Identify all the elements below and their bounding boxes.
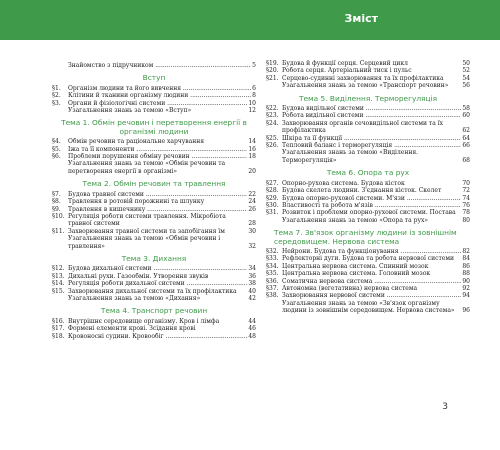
entry-title: Захворювання дихальної системи та їх профілактика: [68, 287, 237, 295]
paragraph-number: §35.: [266, 270, 279, 278]
section-heading: Тема 4. Транспорт речовин: [100, 306, 208, 316]
entry-title: Серцево-судинні захворювання та їх профілактика: [282, 74, 444, 82]
toc-entry[interactable]: [52, 333, 256, 340]
entry-title: Дихальні рухи. Газообмін. Утворення звуків: [68, 272, 209, 280]
entry-title: Узагальнення знань за темою «Дихання»: [68, 294, 201, 302]
toc-entry[interactable]: [52, 92, 256, 99]
toc-entry[interactable]: [52, 295, 256, 302]
paragraph-number: §25.: [266, 134, 279, 142]
paragraph-number: §28.: [266, 187, 279, 195]
paragraph-number: §24.: [266, 119, 279, 127]
toc-entry[interactable]: [52, 146, 256, 153]
entry-title: Будова травної системи .....: [68, 191, 247, 198]
toc-entry[interactable]: [52, 325, 256, 332]
toc-entry[interactable]: [266, 285, 470, 292]
toc-entry[interactable]: [266, 248, 470, 255]
paragraph-number: §1.: [52, 84, 61, 92]
paragraph-number: §18.: [52, 332, 65, 340]
entry-page: 10: [248, 99, 256, 107]
toc-entry[interactable]: [266, 202, 470, 209]
entry-title: Рефлекторні дуги. Будова та робота нервової системи: [282, 255, 455, 263]
toc-entry[interactable]: [266, 120, 470, 135]
entry-page: 8: [252, 92, 256, 100]
paragraph-number: §12.: [52, 265, 65, 273]
toc-entry[interactable]: [52, 62, 256, 69]
paragraph-number: §9.: [52, 205, 61, 213]
paragraph-number: §33.: [266, 255, 279, 263]
entry-page: 94: [462, 292, 470, 300]
paragraph-number: §26.: [266, 142, 279, 150]
toc-entry[interactable]: [266, 135, 470, 142]
entry-page: 86: [462, 262, 470, 270]
entry-title: Будова опорно-рухової системи. М'язи .....: [282, 195, 461, 202]
entry-title: Узагальнення знань за темою «Зв'язок організму людини із зовнішнім середовищем. Нервова система»: [282, 299, 455, 315]
paragraph-number: §30.: [266, 201, 279, 209]
entry-title: Розвиток і проблеми опорно-рухової системи. Постава: [282, 209, 456, 217]
toc-right-column: [266, 60, 470, 315]
entry-title: Соматична нервова система .....: [282, 278, 461, 285]
toc-entry[interactable]: [266, 67, 470, 74]
entry-page: 90: [462, 277, 470, 285]
entry-title: Узагальнення знань за темою «Виділення. Терморегуляція»: [282, 149, 419, 164]
entry-page: 18: [248, 153, 256, 161]
paragraph-number: §16.: [52, 317, 65, 325]
entry-page: 5: [252, 62, 256, 69]
entry-page: 36: [248, 272, 256, 280]
entry-title: Автономна (вегетативна) нервова система: [282, 284, 418, 292]
paragraph-number: §8.: [52, 198, 61, 206]
entry-title: Робота серця. Артеріальний тиск і пульс: [282, 67, 412, 75]
toc-entry[interactable]: [266, 180, 470, 187]
entry-title: Травлення в ротовій порожнині та шлунку: [68, 198, 205, 206]
toc-entry[interactable]: [52, 273, 256, 280]
toc-entry[interactable]: [266, 300, 470, 315]
entry-title: Нейрони. Будова та функціонування .....: [282, 248, 461, 255]
entry-title: Регуляція роботи дихальної системи .....: [68, 280, 247, 287]
entry-page: 12: [248, 107, 256, 115]
toc-entry[interactable]: [52, 318, 256, 325]
paragraph-number: §23.: [266, 112, 279, 120]
toc-entry[interactable]: [266, 112, 470, 119]
paragraph-number: §3.: [52, 99, 61, 107]
section-heading: Тема 5. Виділення. Терморегуляція: [298, 93, 438, 103]
entry-title: Опорно-рухова система. Будова кісток: [282, 179, 405, 187]
paragraph-number: §5.: [52, 145, 61, 153]
entry-title: Їжа та її компоненти .....: [68, 146, 247, 153]
entry-title: Узагальнення знань за темою «Опора та рух»: [282, 216, 429, 224]
entry-title: Шкіра та її функції .....: [282, 135, 461, 142]
entry-title: Клітини й тканини організму людини .....: [68, 92, 251, 99]
entry-page: 60: [462, 112, 470, 120]
toc-entry[interactable]: [266, 142, 470, 149]
paragraph-number: §10.: [52, 212, 65, 220]
entry-page: 38: [248, 280, 256, 288]
entry-title: Узагальнення знань за темою «Транспорт речовин»: [282, 82, 449, 90]
entry-page: 46: [248, 325, 256, 333]
entry-page: 26: [248, 205, 256, 213]
entry-page: 66: [462, 142, 470, 150]
paragraph-number: §37.: [266, 284, 279, 292]
entry-page: 28: [248, 220, 256, 228]
entry-page: 52: [462, 67, 470, 75]
toc-entry[interactable]: [266, 60, 470, 67]
toc-entry[interactable]: [266, 217, 470, 224]
entry-title: Центральна нервова система. Спинний мозок: [282, 262, 429, 270]
paragraph-number: §31.: [266, 209, 279, 217]
entry-page: 72: [462, 187, 470, 195]
paragraph-number: §13.: [52, 272, 65, 280]
toc-entry[interactable]: [266, 75, 470, 82]
entry-page: 24: [248, 198, 256, 206]
entry-page: 30: [248, 227, 256, 235]
entry-title: Узагальнення знань за темою «Обмін речовин і травлення»: [68, 235, 221, 250]
toc-entry[interactable]: [52, 265, 256, 272]
paragraph-number: §32.: [266, 247, 279, 255]
section-heading: Тема 6. Опора та рух: [326, 168, 410, 178]
entry-title: Захворювання травної системи та запобігання їм: [68, 227, 225, 235]
toc-entry[interactable]: [52, 235, 256, 250]
entry-page: 22: [248, 190, 256, 198]
entry-page: 74: [462, 194, 470, 202]
toc-entry[interactable]: [52, 213, 256, 228]
entry-page: 64: [462, 134, 470, 142]
toc-entry[interactable]: [266, 105, 470, 112]
entry-title: Властивості та робота м'язів .....: [282, 202, 461, 209]
entry-title: Органи й фізіологічні системи .....: [68, 100, 247, 107]
toc-entry[interactable]: [52, 100, 256, 107]
entry-page: 58: [462, 105, 470, 113]
entry-title: Проблеми порушення обміну речовин .....: [68, 153, 247, 160]
entry-title: Робота видільної системи .....: [282, 112, 461, 119]
toc-entry[interactable]: [266, 195, 470, 202]
entry-page: 80: [462, 216, 470, 224]
toc-entry[interactable]: [266, 187, 470, 194]
paragraph-number: §11.: [52, 227, 65, 235]
toc-entry[interactable]: [52, 288, 256, 295]
entry-title: Регуляція роботи системи травлення. Мікробіота травної системи: [68, 212, 226, 228]
paragraph-number: §21.: [266, 74, 279, 82]
entry-title: Будова скелета людини. З'єднання кісток. Скелет: [282, 187, 442, 195]
paragraph-number: §19.: [266, 60, 279, 67]
page-number: 3: [442, 402, 448, 412]
section-heading: Тема 3. Дихання: [121, 253, 187, 263]
toc-entry[interactable]: [52, 191, 256, 198]
entry-page: 88: [462, 270, 470, 278]
section-heading: Вступ: [142, 73, 166, 83]
paragraph-number: §38.: [266, 292, 279, 300]
toc-entry[interactable]: [266, 82, 470, 89]
entry-title: Будова видільної системи .....: [282, 105, 461, 112]
entry-page: 84: [462, 255, 470, 263]
toc-left-column: [52, 62, 256, 340]
section-heading: Тема 1. Обмін речовин і перетворення енергії в організмі людини: [61, 118, 247, 136]
toc-entry[interactable]: [52, 153, 256, 160]
entry-page: 78: [462, 209, 470, 217]
toc-entry[interactable]: [52, 198, 256, 205]
paragraph-number: §36.: [266, 277, 279, 285]
entry-page: 20: [248, 167, 256, 175]
page-title: Зміст: [344, 12, 378, 25]
entry-title: Узагальнення знань за темою «Вступ»: [68, 107, 192, 115]
entry-page: 82: [462, 247, 470, 255]
entry-title: Будова й функції серця. Серцевий цикл: [282, 60, 408, 67]
paragraph-number: §15.: [52, 287, 65, 295]
entry-page: 42: [248, 294, 256, 302]
entry-page: 96: [462, 307, 470, 315]
entry-page: 54: [462, 74, 470, 82]
entry-title: Центральна нервова система. Головний мозок: [282, 270, 431, 278]
paragraph-number: §20.: [266, 67, 279, 75]
entry-title: Захворювання органів сечовидільної системи та їх профілактика: [282, 119, 444, 135]
toc-entry[interactable]: [52, 280, 256, 287]
entry-title: Захворювання нервової системи .....: [282, 292, 461, 299]
entry-page: 92: [462, 284, 470, 292]
entry-title: Узагальнення знань за темою «Обмін речовин та перетворення енергії в організмі»: [68, 160, 226, 175]
paragraph-number: §7.: [52, 190, 61, 198]
entry-page: 40: [248, 287, 256, 295]
toc-entry[interactable]: [52, 107, 256, 114]
paragraph-number: §6.: [52, 153, 61, 161]
entry-title: Обмін речовин та раціональне харчування: [68, 138, 205, 146]
toc-entry[interactable]: [266, 255, 470, 262]
entry-title: Знайомство з підручником .....: [68, 62, 251, 69]
toc-entry[interactable]: [52, 138, 256, 145]
entry-title: Внутрішнє середовище організму. Кров і лімфа: [68, 317, 220, 325]
paragraph-number: §17.: [52, 325, 65, 333]
toc-entry[interactable]: [52, 160, 256, 175]
paragraph-number: §2.: [52, 92, 61, 100]
paragraph-number: §14.: [52, 280, 65, 288]
entry-title: Організм людини та його вивчення .....: [68, 85, 251, 92]
entry-title: Кровоносні судини. Кровообіг .....: [68, 333, 247, 340]
toc-entry[interactable]: [52, 206, 256, 213]
entry-page: 48: [248, 332, 256, 340]
entry-page: 50: [462, 60, 470, 67]
section-heading: Тема 7. Зв'язок організму людини із зовнішнім середовищем. Нервова система: [274, 228, 457, 246]
paragraph-number: §29.: [266, 194, 279, 202]
toc-entry[interactable]: [52, 85, 256, 92]
entry-page: 34: [248, 265, 256, 273]
toc-entry[interactable]: [266, 278, 470, 285]
entry-page: 14: [248, 138, 256, 146]
entry-page: 70: [462, 179, 470, 187]
entry-page: 44: [248, 317, 256, 325]
entry-page: 62: [462, 127, 470, 135]
entry-page: 68: [462, 156, 470, 164]
entry-title: Будова дихальної системи .....: [68, 265, 247, 272]
entry-page: 32: [248, 242, 256, 250]
entry-page: 6: [252, 84, 256, 92]
entry-page: 76: [462, 201, 470, 209]
entry-page: 16: [248, 145, 256, 153]
paragraph-number: §4.: [52, 138, 61, 146]
entry-title: Формені елементи крові. Зсідання крові: [68, 325, 196, 333]
toc-entry[interactable]: [266, 263, 470, 270]
entry-title: Травлення в кишечнику .....: [68, 206, 247, 213]
section-heading: Тема 2. Обмін речовин та травлення: [82, 179, 226, 189]
toc-entry[interactable]: [266, 292, 470, 299]
toc-entry[interactable]: [52, 228, 256, 235]
paragraph-number: §22.: [266, 105, 279, 113]
toc-entry[interactable]: [266, 209, 470, 216]
toc-entry[interactable]: [266, 270, 470, 277]
header-banner: [0, 0, 500, 40]
entry-title: Тепловий баланс і терморегуляція .....: [282, 142, 461, 149]
toc-entry[interactable]: [266, 149, 470, 164]
paragraph-number: §34.: [266, 262, 279, 270]
entry-page: 56: [462, 82, 470, 90]
paragraph-number: §27.: [266, 179, 279, 187]
